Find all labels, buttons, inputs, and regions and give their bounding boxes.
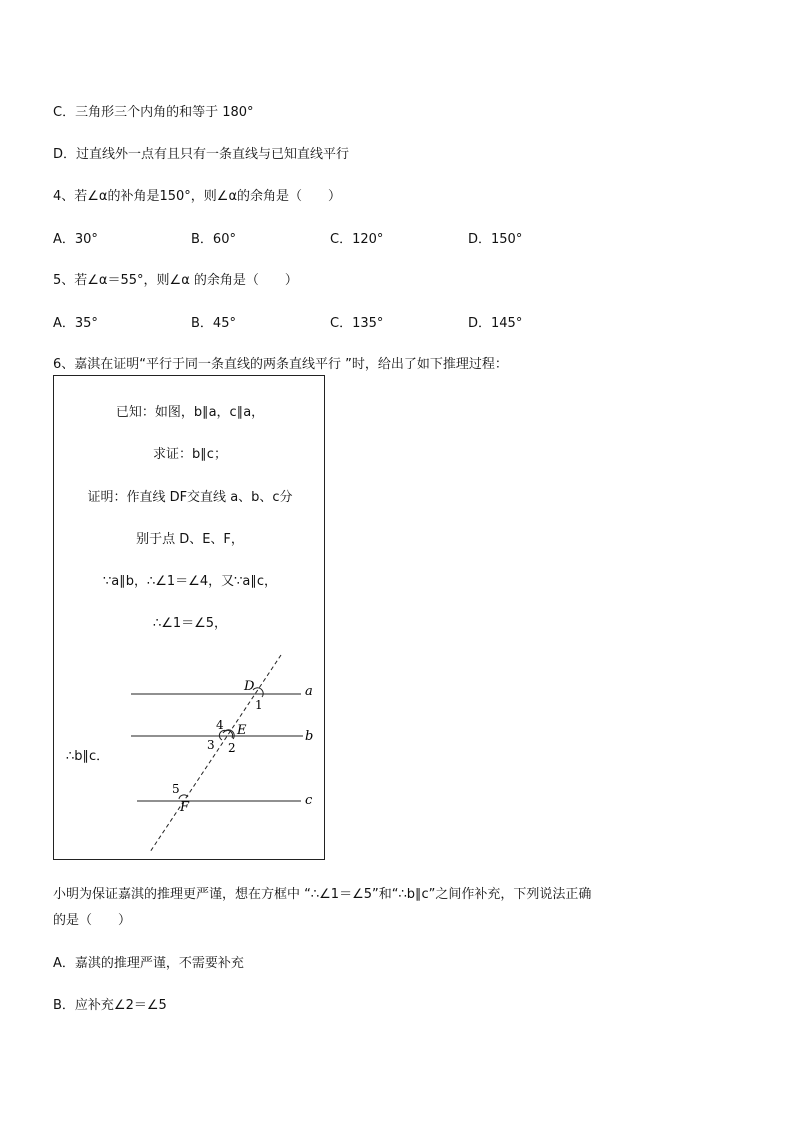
label-d: D [244,679,255,694]
proof-text-2: 别于点 D、E、F， [136,532,244,547]
label-f: F [180,800,190,815]
option-d-line: D．过直线外一点有且只有一条直线与已知直线平行 [53,147,350,162]
question-4: 4、若∠α的补角是150°，则∠α的余角是（ ） [53,189,342,204]
q5-option-d: D．145° [468,316,523,331]
q4-option-b: B．60° [191,232,236,247]
q5-option-c: C．135° [330,316,384,331]
proof-given: 已知：如图，b∥a，c∥a， [115,405,265,420]
angle-4-arc [223,730,233,738]
proof-box [53,375,325,860]
q4-option-c: C．120° [330,232,384,247]
label-b: b [305,729,314,744]
proof-prove: 求证：b∥c； [153,447,227,462]
parallel-lines-figure [54,376,326,861]
q6-follow-line-1: 小明为保证嘉淇的推理更严谨，想在方框中 “∴∠1＝∠5”和“∴b∥c”之间作补充，下列说法正确 [53,887,592,902]
label-angle-4: 4 [216,718,224,732]
angle-1-arc [253,688,263,697]
q6-option-a: A．嘉淇的推理严谨，不需要补充 [53,956,244,971]
q6-follow-line-2: 的是（ ） [53,913,132,928]
label-angle-1: 1 [255,698,263,712]
option-c-line: C．三角形三个内角的和等于 180° [53,105,254,120]
transversal-df [150,655,281,852]
question-6: 6、嘉淇在证明“平行于同一条直线的两条直线平行 ”时，给出了如下推理过程： [53,357,508,372]
label-c: c [305,793,313,808]
label-a: a [305,684,313,699]
label-angle-3: 3 [207,738,215,752]
q4-option-a: A．30° [53,232,98,247]
proof-step-1: ∵a∥b，∴∠1＝∠4，又∵a∥c， [103,574,277,589]
q5-option-b: B．45° [191,316,236,331]
label-e: E [237,723,247,738]
q6-option-b: B．应补充∠2＝∠5 [53,998,167,1013]
label-angle-5: 5 [172,782,180,796]
q5-option-a: A．35° [53,316,98,331]
question-5: 5、若∠α＝55°，则∠α 的余角是（ ） [53,273,298,288]
proof-step-2: ∴∠1＝∠5， [152,616,228,631]
proof-conclusion: ∴b∥c． [66,749,110,764]
q4-option-d: D．150° [468,232,523,247]
label-angle-2: 2 [228,741,236,755]
proof-text-1: 证明：作直线 DF交直线 a、b、c分 [87,490,293,505]
